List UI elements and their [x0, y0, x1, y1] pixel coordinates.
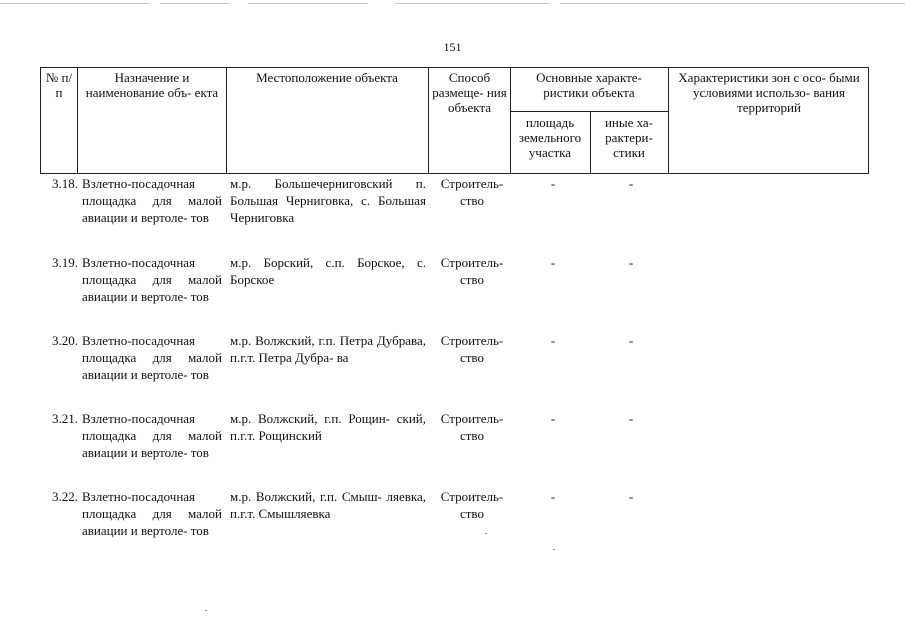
object-name: Взлетно-посадочная площадка для малой авиации и вертоле- тов [82, 333, 222, 382]
placement-method: Строитель- ство [440, 333, 504, 365]
object-location: м.р. Большечерниговский п. Большая Черниговка, с. Большая Черниговка [230, 176, 426, 225]
border-top [40, 67, 869, 68]
border-bottom [40, 173, 869, 174]
header-location: Местоположение объекта [256, 70, 398, 85]
object-name: Взлетно-посадочная площадка для малой авиации и вертоле- тов [82, 176, 222, 225]
other-characteristics: - [628, 333, 634, 348]
border-subheader [510, 111, 668, 112]
object-name: Взлетно-посадочная площадка для малой авиации и вертоле- тов [82, 255, 222, 304]
scan-speck [485, 533, 487, 534]
header-name: Назначение и наименование объ- екта [85, 70, 219, 100]
row-number: 3.20. [52, 333, 78, 348]
object-location: м.р. Волжский, г.п. Смыш- ляевка, п.г.т. Смышляевка [230, 489, 426, 521]
land-area: - [550, 333, 556, 348]
other-characteristics: - [628, 411, 634, 426]
placement-method: Строитель- ство [440, 489, 504, 521]
border-v [428, 67, 429, 174]
row-number: 3.21. [52, 411, 78, 426]
object-name: Взлетно-посадочная площадка для малой авиации и вертоле- тов [82, 489, 222, 538]
other-characteristics: - [628, 489, 634, 504]
scan-speck [553, 549, 555, 550]
row-number: 3.19. [52, 255, 78, 270]
object-location: м.р. Волжский, г.п. Рощин- ский, п.г.т. Рощинский [230, 411, 426, 443]
land-area: - [550, 489, 556, 504]
header-land-area: площадь земельного участка [518, 115, 582, 160]
border-v [510, 67, 511, 174]
placement-method: Строитель- ство [440, 176, 504, 208]
border-v [226, 67, 227, 174]
border-v [590, 111, 591, 174]
object-location: м.р. Волжский, г.п. Петра Дубрава, п.г.т. Петра Дубра- ва [230, 333, 426, 365]
scan-speck [205, 610, 207, 611]
scan-artifact-line [160, 3, 230, 4]
land-area: - [550, 176, 556, 191]
placement-method: Строитель- ство [440, 255, 504, 287]
table-header [40, 67, 869, 174]
row-number: 3.18. [52, 176, 78, 191]
header-method: Способ размеще- ния объекта [432, 70, 507, 115]
scan-artifact-line [248, 3, 368, 4]
header-zones: Характеристики зон с осо- быми условиями использо- вания территорий [678, 70, 860, 115]
scan-artifact-line [0, 3, 150, 4]
border-v [868, 67, 869, 174]
other-characteristics: - [628, 176, 634, 191]
object-name: Взлетно-посадочная площадка для малой авиации и вертоле- тов [82, 411, 222, 460]
scan-artifact-line [395, 3, 550, 4]
header-main-characteristics: Основные характе- ристики объекта [536, 70, 642, 100]
header-num: № п/п [45, 70, 73, 100]
page-number: 151 [443, 40, 462, 54]
object-location: м.р. Борский, с.п. Борское, с. Борское [230, 255, 426, 287]
border-v [668, 67, 669, 174]
header-other-characteristics: иные ха- рактери- стики [604, 115, 654, 160]
land-area: - [550, 255, 556, 270]
scan-artifact-line [560, 3, 905, 4]
land-area: - [550, 411, 556, 426]
border-v [77, 67, 78, 174]
border-v [40, 67, 41, 174]
row-number: 3.22. [52, 489, 78, 504]
other-characteristics: - [628, 255, 634, 270]
placement-method: Строитель- ство [440, 411, 504, 443]
